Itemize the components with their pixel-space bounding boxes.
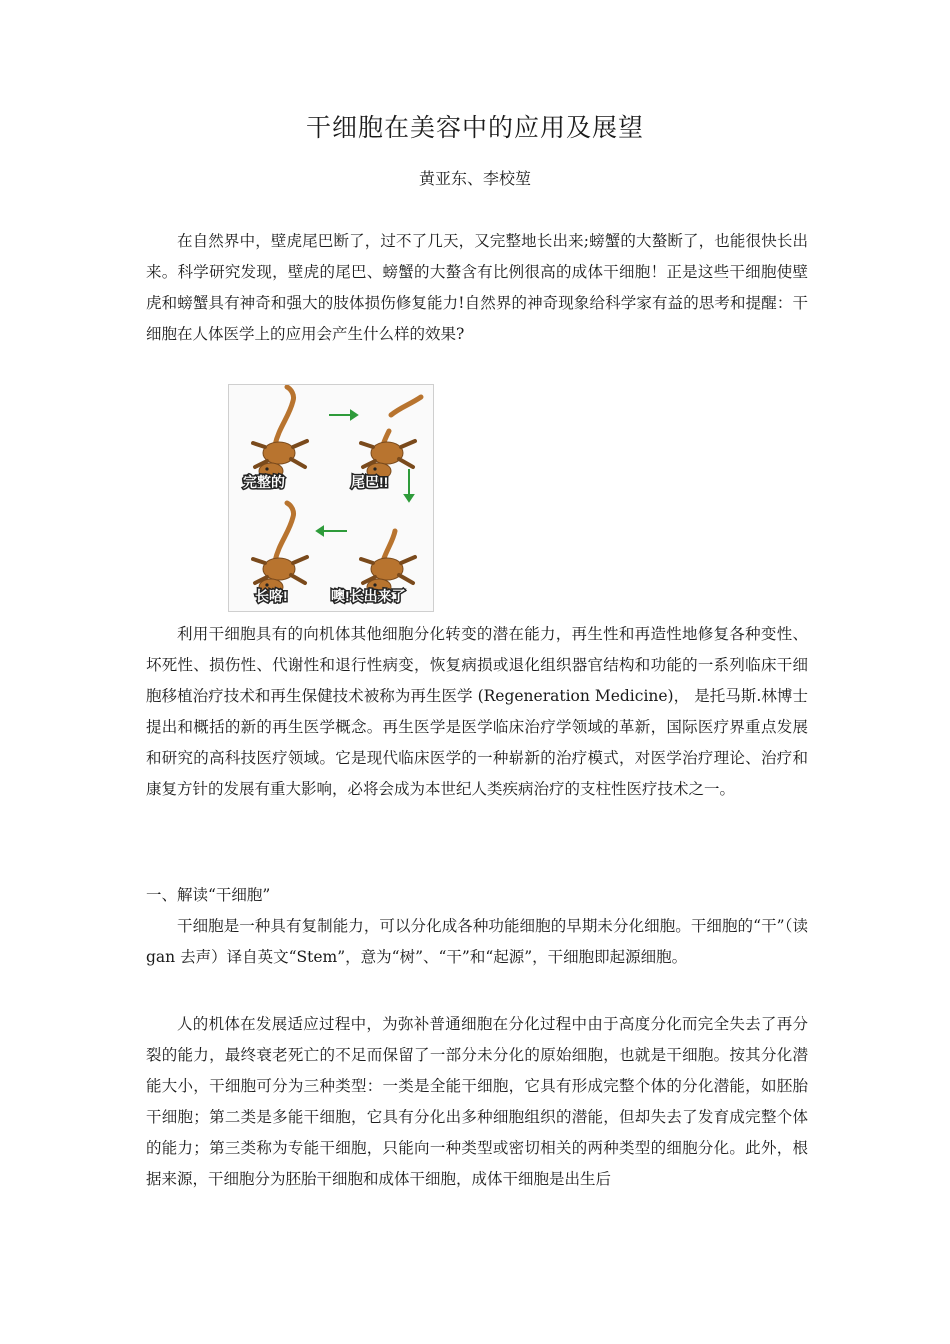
figure-label-tail: 尾巴!! [351,474,389,490]
paragraph-stem-cell-types: 人的机体在发展适应过程中，为弥补普通细胞在分化过程中由于高度分化而完全失去了再分裂的能力，最终衰老死亡的不足而保留了一部分未分化的原始细胞，也就是干细胞。按其分化潜能大小，干细胞可分为三种类型：一类是全能干细胞，它具有形成完整个体的分化潜能，如胚胎干细胞；第二类是多能干细胞，它具有分化出多种细胞组织的潜能，但却失去了发育成完整个体的能力；第三类称为专能干细胞，只能向一种类型或密切相关的两种类型的细胞分化。此外，根据来源，干细胞分为胚胎干细胞和成体干细胞，成体干细胞是出生后 [146,1015,808,1188]
figure-label-regrown: 噢!长出来了 [331,588,406,604]
arrow-down-icon [405,469,413,501]
gecko-regeneration-figure [228,384,434,612]
figure-label-grown: 长咯! [255,588,288,604]
paragraph-stem-cell-definition: 干细胞是一种具有复制能力，可以分化成各种功能细胞的早期未分化细胞。干细胞的“干”（读 gan 去声）译自英文“Stem”，意为“树”、“干”和“起源”，干细胞即起源细胞。 [146,917,808,966]
section-heading-1: 一、解读“干细胞” [146,886,271,904]
arrow-right-icon [329,411,357,419]
gecko-regrown [253,503,307,595]
gecko-tail-broken [361,431,415,479]
paragraph-regenerative-medicine: 利用干细胞具有的向机体其他细胞分化转变的潜在能力，再生性和再造性地修复各种变性、坏死性、损伤性、代谢性和退行性病变，恢复病损或退化组织器官结构和功能的一系列临床干细胞移植治疗技术和再生保健技术被称为再生医学 (Regeneration Medicine)， 是托马斯.林博士提出和概括的新的再生医学概念。再生医学是医学临床治疗学领域的革新，国际医疗界重点发展和研究的高科技医疗领域。它是现代临床医学的一种崭新的治疗模式，对医学治疗理论、治疗和康复方针的发展有重大影响，必将会成为本世纪人类疾病治疗的支柱性医疗技术之一。 [146,625,808,798]
document-title: 干细胞在美容中的应用及展望 [305,113,644,142]
document-authors: 黄亚东、李校堃 [418,169,531,188]
gecko-regrowing [361,531,415,595]
gecko-complete [253,387,307,479]
gecko-figure-drawing [229,385,433,611]
figure-label-complete: 完整的 [243,474,285,490]
arrow-left-icon [317,527,347,535]
severed-tail [391,397,421,415]
paragraph-intro: 在自然界中，壁虎尾巴断了，过不了几天，又完整地长出来;螃蟹的大螯断了，也能很快长出来。科学研究发现，壁虎的尾巴、螃蟹的大螯含有比例很高的成体干细胞！正是这些干细胞使壁虎和螃蟹具有神奇和强大的肢体损伤修复能力!自然界的神奇现象给科学家有益的思考和提醒：干细胞在人体医学上的应用会产生什么样的效果? [146,232,808,343]
